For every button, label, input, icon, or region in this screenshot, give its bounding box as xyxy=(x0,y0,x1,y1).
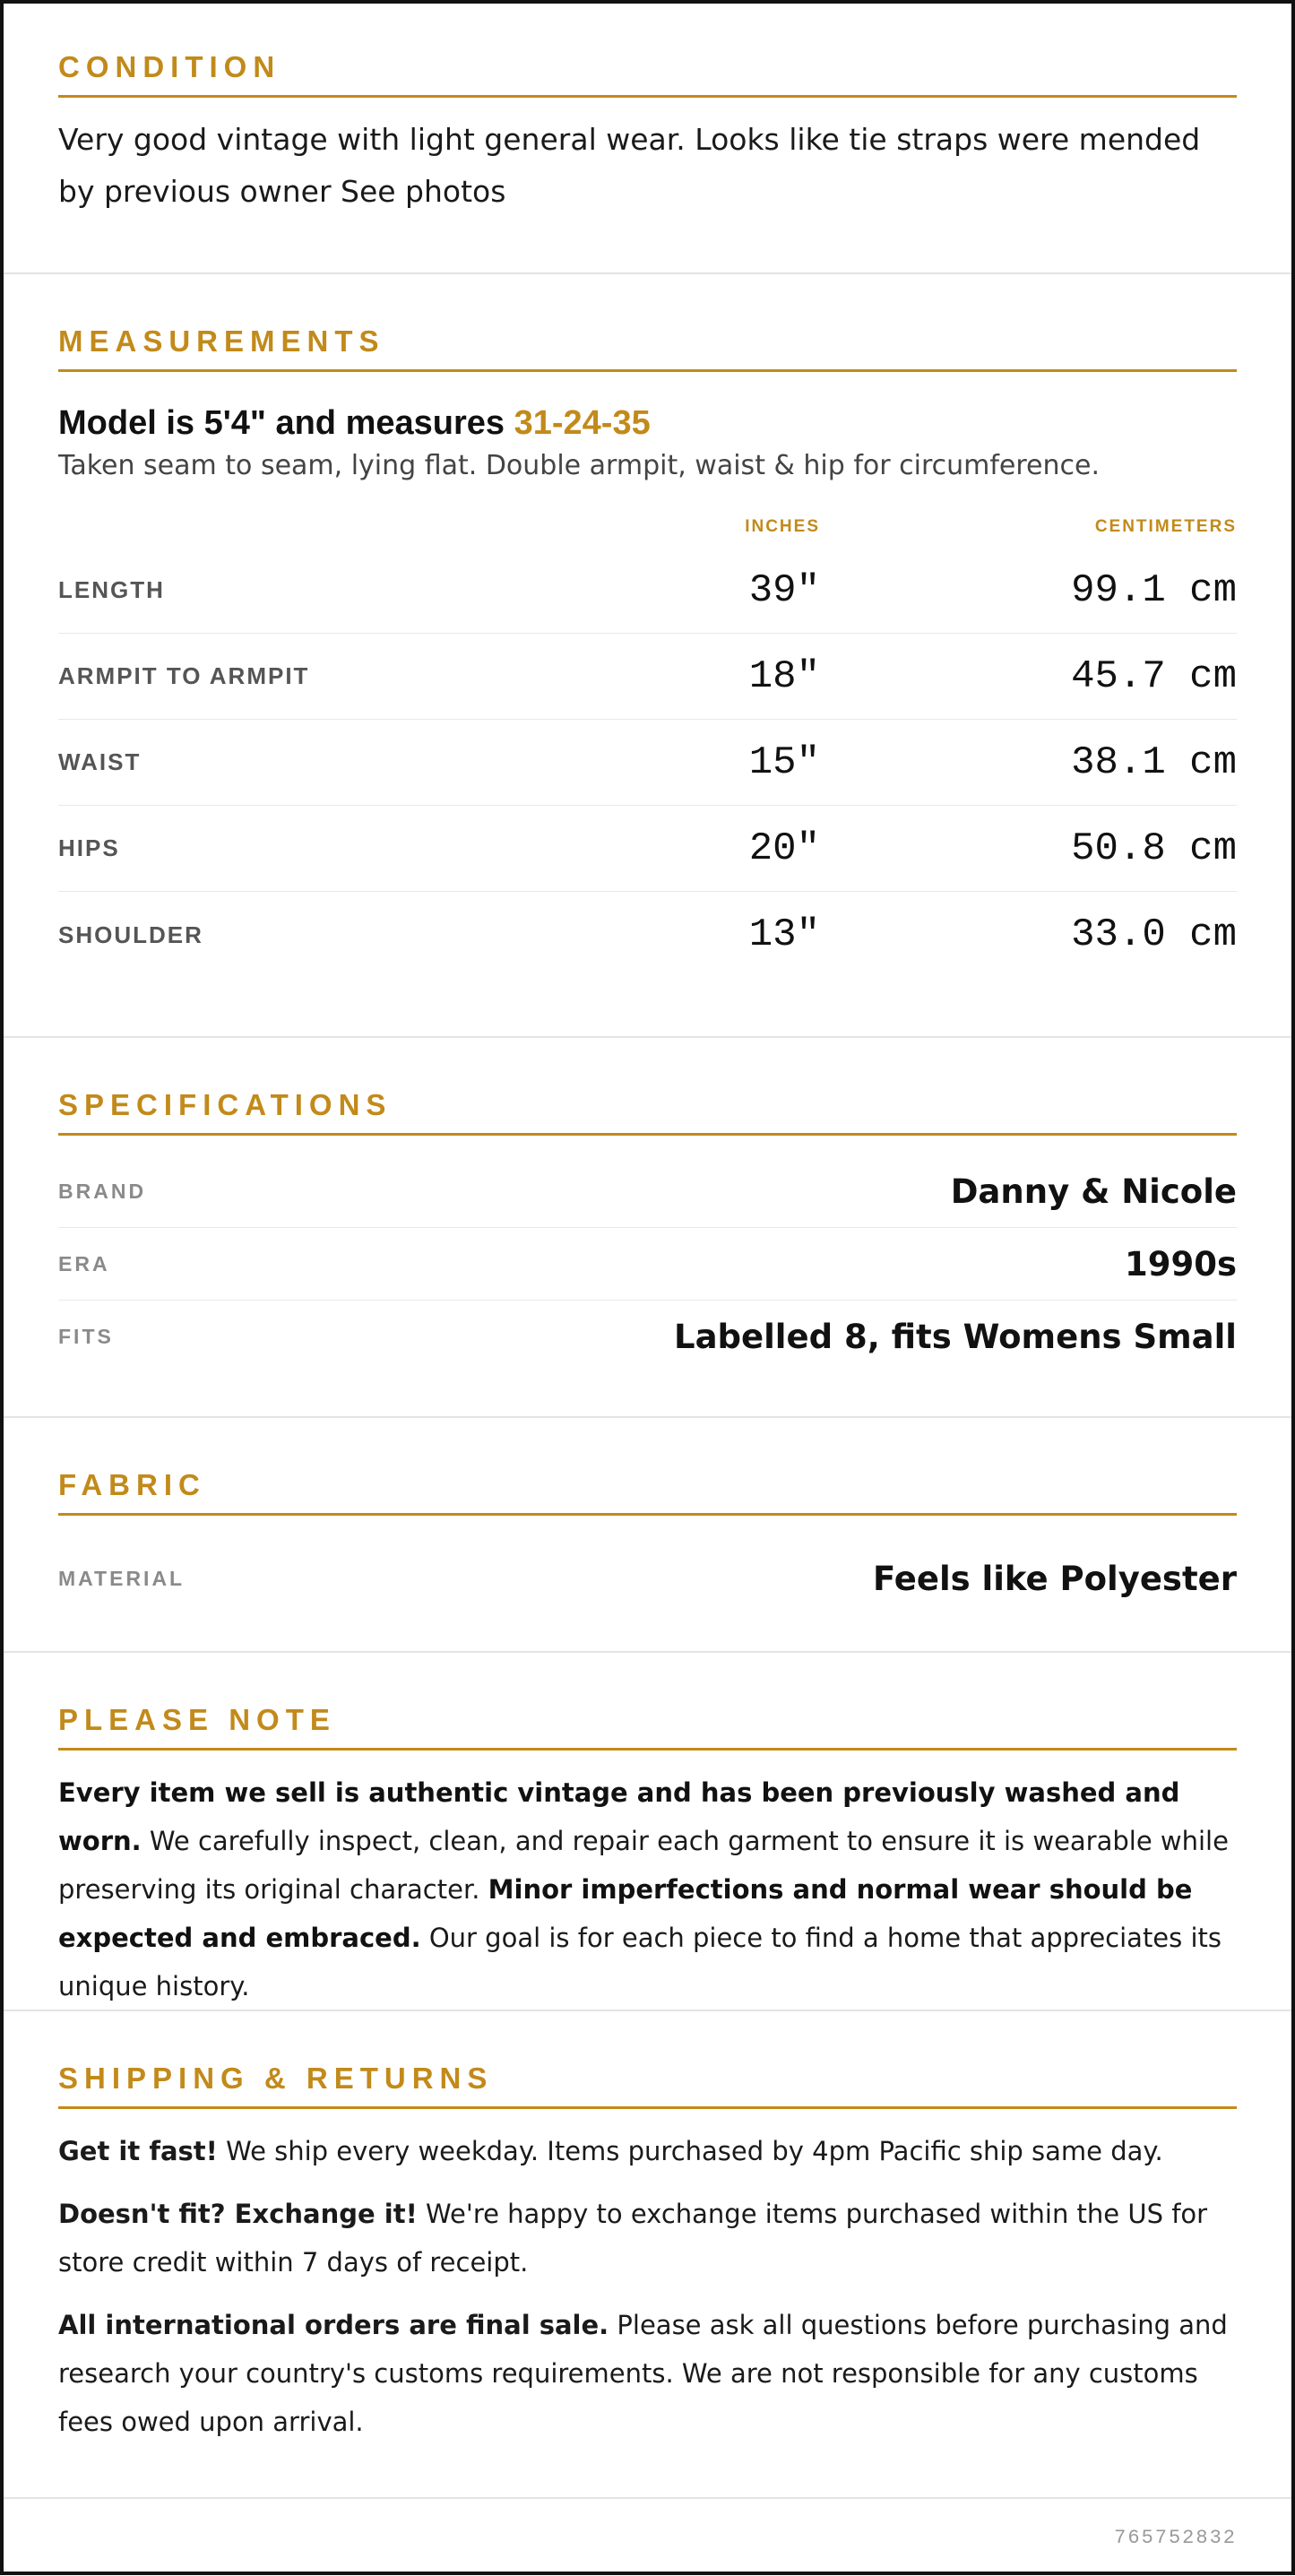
condition-heading: CONDITION xyxy=(58,50,1237,98)
spec-label: FITS xyxy=(58,1325,114,1348)
measurement-cm: 50.8 cm xyxy=(1071,826,1237,871)
note-text-1: We carefully inspect, clean, and repair each garment to ensure it is wearable while preserving its original character. xyxy=(58,1826,1229,1905)
measurement-inches: 18" xyxy=(748,653,820,699)
fabric-list xyxy=(58,1543,1237,1615)
shipping-paragraph-3 xyxy=(58,2301,1237,2446)
shipping-returns-section xyxy=(4,2011,1291,2499)
measurement-inches: 39" xyxy=(748,567,820,613)
measurement-cm: 45.7 cm xyxy=(1071,653,1237,699)
measurement-label: LENGTH xyxy=(58,576,165,603)
spec-label: ERA xyxy=(58,1251,110,1275)
measurement-row-length xyxy=(58,548,1237,634)
spec-row-material xyxy=(58,1543,1237,1615)
spec-label: BRAND xyxy=(58,1179,147,1203)
inches-column-header: INCHES xyxy=(745,517,820,536)
measurements-table-header xyxy=(58,517,1237,537)
please-note-heading: PLEASE NOTE xyxy=(58,1703,1237,1750)
shipping-heading: SHIPPING & RETURNS xyxy=(58,2062,1237,2109)
condition-text: Very good vintage with light general wear. Looks like tie straps were mended by previous owner See photos xyxy=(58,122,1201,209)
spec-value: Danny & Nicole xyxy=(950,1171,1237,1211)
model-measurements-line xyxy=(58,402,1237,444)
model-measures: 31-24-35 xyxy=(514,404,651,442)
specifications-list xyxy=(58,1155,1237,1373)
material-value: Feels like Polyester xyxy=(873,1560,1237,1598)
measurements-table xyxy=(58,548,1237,978)
spec-value: 1990s xyxy=(1124,1244,1237,1284)
measurement-label: WAIST xyxy=(58,748,142,775)
spec-row-era xyxy=(58,1228,1237,1301)
specifications-section xyxy=(4,1038,1291,1418)
measurement-label: ARMPIT TO ARMPIT xyxy=(58,662,310,689)
please-note-section xyxy=(4,1653,1291,2011)
shipping-bold-2: Doesn't fit? Exchange it! xyxy=(58,2199,418,2229)
shipping-bold-1: Get it fast! xyxy=(58,2136,218,2166)
spec-row-brand xyxy=(58,1155,1237,1228)
shipping-text-1: We ship every weekday. Items purchased by 4pm Pacific ship same day. xyxy=(217,2136,1163,2166)
centimeters-column-header: CENTIMETERS xyxy=(1094,517,1237,536)
measurements-section xyxy=(4,274,1291,1038)
product-id: 765752832 xyxy=(1114,2526,1237,2549)
spec-value: Labelled 8, fits Womens Small xyxy=(674,1318,1237,1356)
specifications-heading: SPECIFICATIONS xyxy=(58,1088,1237,1136)
shipping-text-3: Please ask all questions before purchasing and research your country's customs requirements. We are not responsible for any customs fees owed upon arrival. xyxy=(58,2310,1228,2437)
please-note-text xyxy=(58,1768,1237,2010)
measurement-row-shoulder xyxy=(58,892,1237,978)
footer xyxy=(4,2499,1291,2576)
measurement-label: SHOULDER xyxy=(58,921,203,948)
fabric-heading: FABRIC xyxy=(58,1468,1237,1516)
measurement-inches: 15" xyxy=(748,739,820,785)
measurement-row-hips xyxy=(58,806,1237,892)
measurements-subtitle: Taken seam to seam, lying flat. Double armpit, waist & hip for circumference. xyxy=(58,450,1101,481)
measurement-row-waist xyxy=(58,720,1237,806)
shipping-text-2: We're happy to exchange items purchased within the US for store credit within 7 days of receipt. xyxy=(58,2199,1208,2278)
measurement-label: HIPS xyxy=(58,834,120,861)
measurement-row-armpit xyxy=(58,634,1237,720)
measurement-cm: 99.1 cm xyxy=(1071,567,1237,613)
note-text-2: Our goal is for each piece to find a home that appreciates its unique history. xyxy=(58,1923,1222,2001)
shipping-paragraph-2 xyxy=(58,2190,1237,2286)
measurement-cm: 33.0 cm xyxy=(1071,912,1237,957)
measurements-heading: MEASUREMENTS xyxy=(58,324,1237,372)
model-prefix: Model is 5'4" and measures xyxy=(58,404,514,442)
note-bold-1: Every item we sell is authentic vintage and has been previously washed and worn. xyxy=(58,1777,1180,1856)
measurement-inches: 20" xyxy=(748,826,820,871)
shipping-paragraph-1 xyxy=(58,2127,1237,2175)
material-label: MATERIAL xyxy=(58,1567,186,1590)
condition-section xyxy=(4,4,1291,274)
measurement-inches: 13" xyxy=(748,912,820,957)
measurement-cm: 38.1 cm xyxy=(1071,739,1237,785)
spec-row-fits xyxy=(58,1301,1237,1373)
shipping-bold-3: All international orders are final sale. xyxy=(58,2310,609,2340)
note-bold-2: Minor imperfections and normal wear should be expected and embraced. xyxy=(58,1874,1193,1953)
fabric-section xyxy=(4,1418,1291,1653)
